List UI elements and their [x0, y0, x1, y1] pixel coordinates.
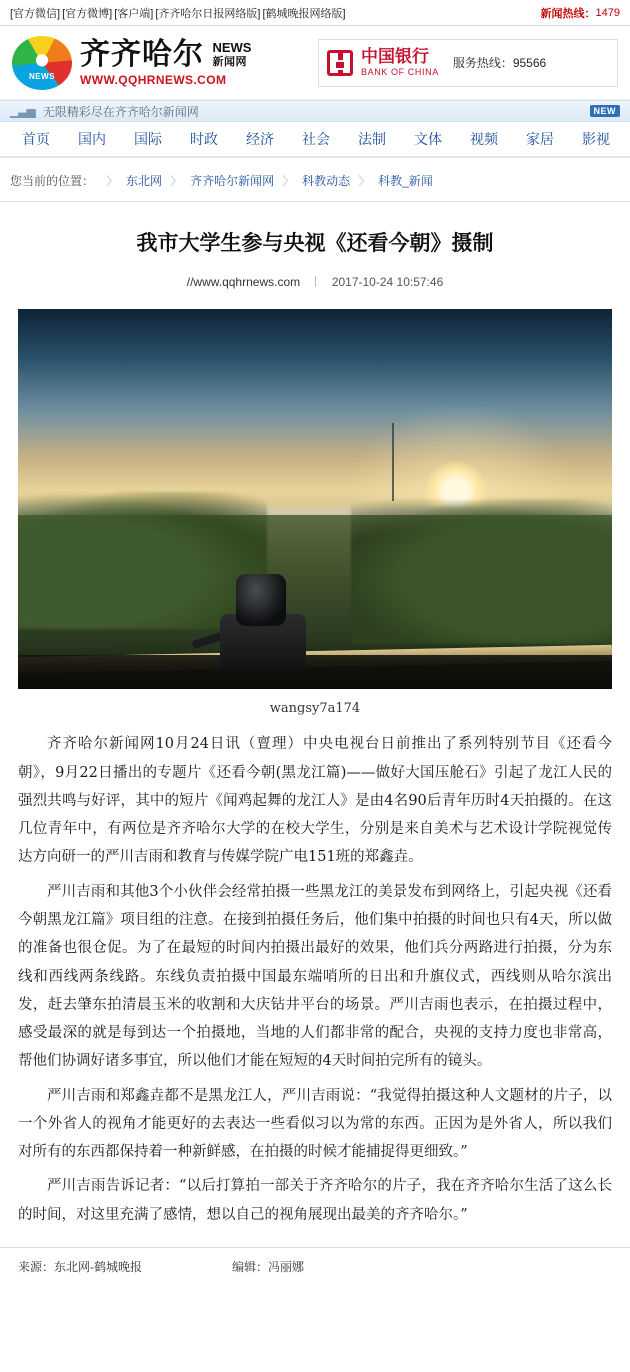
- nav-item-society[interactable]: 社会: [302, 131, 330, 147]
- logo-sub-news: NEWS: [212, 39, 252, 55]
- logo-sub-cn: 新闻网: [212, 55, 247, 68]
- breadcrumb-separator-1: 〉: [170, 174, 183, 188]
- nav-item-video[interactable]: 视频: [470, 131, 498, 147]
- site-header: [0, 26, 630, 100]
- breadcrumb-item-0[interactable]: 东北网: [126, 174, 163, 188]
- site-logo[interactable]: [12, 36, 251, 90]
- logo-title-sub: [212, 41, 251, 69]
- new-badge: NEW: [590, 105, 621, 117]
- main-nav: [0, 122, 630, 158]
- nav-item-economy[interactable]: 经济: [246, 131, 274, 147]
- breadcrumb-item-2[interactable]: 科教动态: [302, 174, 351, 188]
- breadcrumb-item-3[interactable]: 科教_新闻: [378, 174, 433, 188]
- news-hotline-label: 新闻热线：: [540, 7, 596, 20]
- nav-item-movies[interactable]: 影视: [582, 131, 610, 147]
- news-hotline: [541, 5, 620, 21]
- slogan-bar: [0, 100, 630, 122]
- logo-globe-icon: [12, 36, 72, 90]
- top-link-evening-paper[interactable]: [鹤城晚报网络版]: [262, 7, 346, 20]
- nav-item-home-living[interactable]: 家居: [526, 131, 554, 147]
- breadcrumb-prefix: 您当前的位置：: [10, 174, 95, 188]
- article-datetime: 2017-10-24 10:57:46: [331, 275, 444, 290]
- photo-camera: [202, 562, 322, 670]
- article-photo: [18, 309, 612, 689]
- bank-service-hotline: 服务热线：95566: [452, 56, 547, 70]
- article-footer: [0, 1247, 630, 1289]
- article-paragraph: 齐齐哈尔新闻网10月24日讯（亶理）中央电视台日前推出了系列特别节目《还看今朝》，9月22日播出的专题片《还看今朝(黑龙江篇)——做好大国压舱石》引起了龙江人民的强烈共鸣与好评，其中的短片《闻鸡起舞的龙江人》是由4名90后青年历时4天拍摄的。在这几位青年中，有两位是齐齐哈尔大学的在校大学生，分别是来自美术与艺术设计学院视觉传达方向研一的严川吉雨和教育与传媒学院广电151班的郑鑫垚。: [18, 736, 612, 866]
- top-link-weibo[interactable]: [官方微博]: [62, 7, 113, 20]
- logo-title-cn: 齐齐哈尔: [80, 36, 204, 72]
- slogan-text: 无限精彩尽在齐齐哈尔新闻网: [42, 104, 199, 119]
- article: [0, 228, 630, 1229]
- camera-lens: [236, 574, 286, 626]
- nav-item-domestic[interactable]: 国内: [78, 131, 106, 147]
- article-paragraph: 严川吉雨和其他3个小伙伴会经常拍摄一些黑龙江的美景发布到网络上，引起央视《还看今朝黑龙江篇》项目组的注意。在接到拍摄任务后，他们集中拍摄的时间也只有4天，所以做的准备也很仓促。为了在最短的时间内拍摄出最好的效果，他们兵分两路进行拍摄，分为东线和西线两条线路。东线负责拍摄中国最东端哨所的日出和升旗仪式，西线则从哈尔滨出发，赶去肇东拍清晨玉米的收割和大庆钻井平台的场景。严川吉雨也表示，在拍摄过程中，感受最深的就是每到达一个拍摄地，当地的人们都非常的配合，央视的支持力度也非常高，帮他们协调好诸多事宜，所以他们才能在短短的4天时间拍完所有的镜头。: [18, 883, 612, 1070]
- nav-item-culture-sports[interactable]: 文体: [414, 131, 442, 147]
- page-title: 我市大学生参与央视《还看今朝》摄制: [136, 230, 494, 255]
- nav-item-home[interactable]: 首页: [22, 131, 50, 147]
- nav-item-law[interactable]: 法制: [358, 131, 386, 147]
- news-hotline-number: 1479: [595, 6, 620, 19]
- top-bar-links: [10, 5, 348, 21]
- top-link-wechat[interactable]: [官方微信]: [10, 7, 61, 20]
- breadcrumb-separator-0: 〉: [106, 174, 119, 188]
- bank-name-en: BANK OF CHINA: [361, 67, 439, 78]
- article-source: //www.qqhrnews.com: [186, 275, 301, 290]
- top-link-daily-paper[interactable]: [齐齐哈尔日报网络版]: [155, 7, 261, 20]
- bank-name-cn: 中国银行: [361, 46, 429, 67]
- breadcrumb-separator-2: 〉: [282, 174, 295, 188]
- breadcrumb-separator-3: 〉: [358, 174, 371, 188]
- top-link-app[interactable]: [客户端]: [114, 7, 154, 20]
- nav-item-politics[interactable]: 时政: [190, 131, 218, 147]
- signal-bars-icon: ▁▃▅: [10, 104, 35, 118]
- bank-of-china-name: [361, 48, 439, 78]
- slogan-badge-group: [590, 105, 621, 117]
- breadcrumb: [0, 158, 630, 202]
- footer-source: 来源：东北网-鹤城晚报: [18, 1259, 142, 1274]
- article-photo-wrapper: [18, 309, 612, 716]
- photo-trees-right: [351, 499, 612, 643]
- photo-caption: wangsy7a174: [269, 701, 361, 717]
- logo-text: [80, 36, 252, 87]
- logo-url: WWW.QQHRNEWS.COM: [80, 72, 227, 87]
- article-meta: [18, 275, 612, 289]
- article-body: [18, 730, 612, 1229]
- photo-tower: [392, 423, 394, 501]
- nav-item-international[interactable]: 国际: [134, 131, 162, 147]
- article-paragraph: 严川吉雨和郑鑫垚都不是黑龙江人，严川吉雨说：“我觉得拍摄这种人文题材的片子，以一个外省人的视角才能更好的去表达一些看似习以为常的东西。正因为是外省人，所以我们对所有的东西都保持着一种新鲜感，在拍摄的时候才能捕捉得更细致。”: [18, 1087, 612, 1161]
- top-bar: [0, 0, 630, 26]
- bank-of-china-logo-icon: [327, 50, 353, 76]
- bank-of-china-ad[interactable]: [318, 39, 618, 87]
- article-paragraph: 严川吉雨告诉记者：“以后打算拍一部关于齐齐哈尔的片子，我在齐齐哈尔生活了这么长的时间，对这里充满了感情，想以自己的视角展现出最美的齐齐哈尔。”: [18, 1178, 612, 1223]
- breadcrumb-item-1[interactable]: 齐齐哈尔新闻网: [190, 174, 275, 188]
- footer-editor: 编辑：冯丽娜: [232, 1259, 305, 1274]
- meta-divider: [315, 276, 316, 287]
